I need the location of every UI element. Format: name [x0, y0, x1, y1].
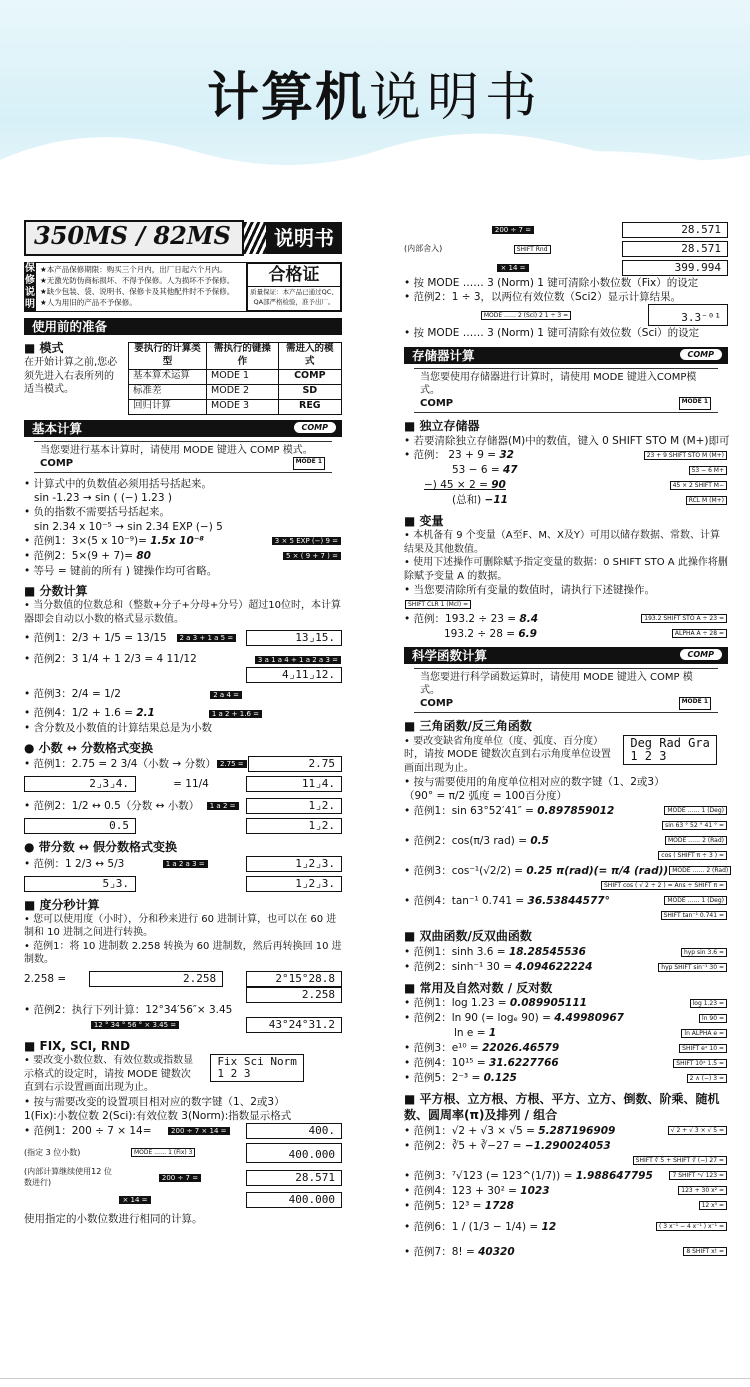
right-l4: • 范例4：10¹⁵ =	[404, 1057, 486, 1070]
left-dec: ● 小数 ↔ 分数格式变换	[24, 741, 154, 756]
right-ind_desc: • 若要清除独立存储器(M)中的数值，键入 0 SHIFT STO M (M+)即可	[404, 434, 730, 447]
right-p6k: ( 3 x⁻¹ − 4 x⁻¹ ) x⁻¹ =	[656, 1222, 727, 1231]
right-i1k: 23 + 9 SHIFT STO M (M+)	[644, 451, 727, 460]
slash-decoration	[244, 222, 266, 254]
right-l4k: SHIFT 10ˣ 1.5 =	[673, 1059, 727, 1068]
left-basic_note: 当您要进行基本计算时，请使用 MODE 键进入 COMP 模式。	[40, 445, 313, 456]
left-f5: • 含分数及小数值的计算结果总是为小数	[24, 722, 213, 735]
left-f3k: 2 a 4 =	[210, 691, 242, 699]
left-b3r: 1.5x 10⁻⁸	[150, 535, 204, 548]
left-mode_table-rows-0-1: MODE 1	[207, 369, 279, 384]
left-d1b: 2⌟3⌟4.	[24, 776, 136, 792]
right-l4r: 31.6227766	[488, 1057, 559, 1070]
right-l3: • 范例3：e¹⁰ =	[404, 1042, 479, 1055]
right-l2br: 1	[488, 1027, 497, 1040]
basic-note	[34, 441, 332, 473]
right-l2: • 范例2：ln 90 (= logₑ 90) =	[404, 1012, 551, 1025]
right-t3k: MODE …… 2 (Rad)	[669, 866, 731, 875]
right-trig_screen2: 1 2 3	[630, 748, 667, 763]
right-l3k: SHIFT eˣ 10 =	[679, 1044, 727, 1053]
right-var3k: SHIFT CLR 1 (Mcl) =	[405, 600, 471, 609]
right-l2r: 4.49980967	[554, 1012, 624, 1025]
right-sci_note: 当您要进行科学函数运算时，请使用 MODE 键进入 COMP 模式。	[420, 672, 693, 697]
left-dms1d2: 2°15°28.8	[246, 971, 342, 987]
scientific-note	[414, 668, 718, 713]
right-v1k: 193.2 SHIFT STO A ÷ 23 =	[641, 614, 727, 623]
right-r2k: SHIFT Rnd	[514, 245, 551, 254]
right-trig_screen1: Deg Rad Gra	[630, 735, 710, 750]
left-d1d: 2.75	[248, 756, 342, 772]
left-fx4d: 400.000	[246, 1192, 342, 1208]
section-before-use: 使用前的准备	[24, 318, 342, 335]
right-p5r: 1728	[484, 1199, 514, 1212]
mode-table	[128, 342, 342, 415]
memory-note	[414, 368, 718, 413]
right-p3r: 1.988647795	[575, 1169, 653, 1182]
section-scientific	[404, 647, 728, 664]
left-fx2d: 400.000	[246, 1143, 342, 1163]
right-i2: 53 − 6 =	[452, 464, 500, 477]
right-h1k: hyp sin 3.6 =	[681, 948, 727, 957]
right-r5d: 3.3⁻⁰¹	[648, 304, 728, 326]
left-f2k: 3 a 1 a 4 + 1 a 2 a 3 =	[255, 656, 341, 664]
left-warranty_lines-3: ★人为用旧的产品不予保修。	[40, 298, 137, 307]
right-i3: −) 45 × 2 =	[424, 479, 488, 492]
left-f4r: 2.1	[136, 707, 155, 720]
right-t1: • 范例1：sin 63°52′41″ =	[404, 804, 534, 817]
left-fx1d: 400.	[246, 1123, 342, 1139]
right-ind: ■ 独立存储器	[404, 418, 480, 433]
left-fix_screen1: Fix Sci Norm	[217, 1055, 297, 1069]
left-b2e: sin 2.34 x 10⁻⁵ → sin 2.34 EXP (−) 5	[34, 520, 223, 533]
right-l1r: 0.089905111	[509, 997, 587, 1010]
right-i1r: 32	[499, 449, 514, 462]
left-basic: 基本计算	[32, 421, 83, 436]
right-l2k: ln 90 =	[699, 1014, 727, 1023]
right-p7k: 8 SHIFT x! =	[683, 1247, 727, 1256]
left-mode_table-rows-0-0: 基本算术运算	[129, 369, 207, 384]
warranty-label: 保修说明	[25, 263, 35, 310]
right-r5k: MODE …… 2 (Sci) 2 1 ÷ 3 =	[481, 311, 571, 320]
left-mode_table-headers-0: 要执行的计算类型	[129, 343, 207, 370]
right-t3k2: SHIFT cos ( √ 2 ÷ 2 ) = Ans ÷ SHIFT π =	[601, 881, 727, 890]
right-var2: • 使用下述操作可删除赋予指定变量的数据：0 SHIFT STO A 此操作将删除赋予变量 A 的数据。	[404, 557, 728, 582]
right-l2b: ln e =	[454, 1027, 486, 1040]
left-mode_table-rows-1-1: MODE 2	[207, 384, 279, 399]
left-m1: • 范例：1 2/3 ↔ 5/3	[24, 857, 125, 870]
left-d2: • 范例2：1/2 ↔ 0.5（分数 ↔ 小数）	[24, 800, 200, 813]
left-mode_table-headers-2: 需进入的模式	[278, 343, 341, 370]
left-d2b: 0.5	[24, 818, 136, 834]
right-i3k: 45 × 2 SHIFT M−	[670, 481, 727, 490]
right-t1k2: sin 63 ° 52 ° 41 ° =	[662, 821, 727, 830]
right-var: ■ 变量	[404, 513, 444, 528]
left-d1k: 2.75 =	[217, 760, 247, 768]
left-fx3l: (内部计算继续使用12 位数进行)	[24, 1166, 112, 1187]
title-main: 计算机	[206, 68, 369, 128]
right-i4k: RCL M (M+)	[686, 496, 727, 505]
right-p5k: 12 x³ =	[699, 1201, 727, 1210]
left-d2d: 1⌟2.	[246, 798, 342, 814]
left-d1: • 范例1：2.75 = 2 3/4（小数 → 分数）	[24, 758, 216, 771]
right-r3k: × 14 =	[497, 264, 528, 272]
left-mode_h: ■ 模式	[24, 341, 64, 355]
right-i4r: −11	[484, 494, 508, 507]
left-m1e: 1⌟2⌟3.	[246, 876, 342, 892]
right-sci: 科学函数计算	[412, 648, 488, 664]
right-pow: ■ 平方根、立方根、方根、平方、立方、倒数、阶乘、随机数、圆周率(π)及排列 / 组合	[404, 1091, 720, 1122]
right-p4: • 范例4：123 + 30² =	[404, 1184, 517, 1197]
left-b4r: 80	[136, 550, 151, 563]
right-p7: • 范例7：8! =	[404, 1245, 475, 1258]
left-fx2l: (指定 3 位小数)	[24, 1147, 81, 1157]
left-b5: • 等号 = 键前的所有 ) 键操作均可省略。	[24, 564, 218, 577]
right-v2r: 6.9	[518, 627, 537, 640]
right-v1r: 8.4	[519, 612, 539, 625]
right-trig3: （90° = π/2 弧度 = 100百分度）	[404, 790, 567, 803]
left-frac: ■ 分数计算	[24, 583, 88, 598]
right-v1: • 范例：193.2 ÷ 23 =	[404, 612, 517, 625]
left-b1: • 计算式中的负数值必须用括号括起来。	[24, 478, 213, 490]
right-hyp: ■ 双曲函数/反双曲函数	[404, 929, 532, 944]
bottom-rule	[0, 1378, 750, 1379]
right-r5: • 范例2：1 ÷ 3，以两位有效位数（Sci2）显示计算结果。	[404, 291, 682, 304]
right-column	[404, 222, 728, 1259]
left-warranty_lines-1: ★无激光防伪商标损坏、不得予保修。人为损坏不予保修。	[40, 276, 235, 285]
left-basic_note2: COMP	[40, 458, 74, 469]
left-dms2d: 43°24°31.2	[246, 1017, 342, 1033]
left-dms1d3: 2.258	[246, 987, 342, 1003]
right-t2r: 0.5	[530, 834, 549, 847]
left-d2e: 1⌟2.	[246, 818, 342, 834]
right-p1k: √ 2 + √ 3 × √ 5 =	[668, 1126, 727, 1135]
left-b3: • 范例1：3×(5 x 10⁻⁹)=	[24, 535, 151, 548]
right-h2: • 范例2：sinh⁻¹ 30 =	[404, 961, 512, 974]
left-warranty_lines-2: ★缺少包装、袋、说明书、保修卡及其他配件时不予保修。	[40, 287, 235, 296]
right-sci_note2k: MODE 1	[679, 697, 711, 710]
section-basic	[24, 420, 342, 437]
left-fix2: • 按与需要改变的设置项目相对应的数字键（1、2或3）	[24, 1095, 285, 1108]
left-mode_table-rows-2-0: 回归计算	[129, 399, 207, 414]
right-p1: • 范例1：√2 + √3 × √5 =	[404, 1124, 535, 1137]
right-h1r: 18.28545536	[508, 946, 586, 959]
left-fx1k: 200 ÷ 7 × 14 =	[168, 1127, 229, 1135]
right-r1d: 28.571	[622, 222, 728, 238]
right-h2r: 4.094622224	[515, 961, 593, 974]
right-p1r: 5.287196909	[538, 1124, 616, 1137]
right-mem_note2: COMP	[420, 397, 454, 409]
left-fx5: 使用指定的小数位数进行相同的计算。	[24, 1212, 203, 1225]
left-f1d: 13⌟15.	[246, 630, 342, 646]
right-t4k2: SHIFT tan⁻¹ 0.741 =	[661, 911, 727, 920]
left-f1: • 范例1：2/3 + 1/5 = 13/15	[24, 631, 167, 644]
right-mem: 存储器计算	[412, 347, 475, 363]
right-l5k: 2 ∧ (−) 3 =	[687, 1074, 727, 1083]
left-f3: • 范例3：2/4 = 1/2	[24, 688, 121, 701]
right-t3: • 范例3：cos⁻¹(√2/2) =	[404, 864, 524, 877]
right-trig2: • 按与需要使用的角度单位相对应的数字键（1、2或3）	[404, 776, 665, 789]
left-fx3d: 28.571	[246, 1170, 342, 1186]
model-header	[24, 222, 342, 254]
left-fx3k: 200 ÷ 7 =	[159, 1174, 201, 1182]
left-d2k: 1 a 2 =	[207, 802, 239, 810]
right-i2k: 53 − 6 M+	[689, 466, 727, 475]
right-t2k: MODE …… 2 (Rad)	[665, 836, 727, 845]
right-h1: • 范例1：sinh 3.6 =	[404, 946, 506, 959]
left-basic_note2k: MODE 1	[293, 457, 325, 470]
left-mode_table-rows-0-2: COMP	[278, 369, 341, 384]
fix-screen	[210, 1054, 303, 1082]
left-dms_desc: • 您可以使用度（小时），分和秒来进行 60 进制计算，也可以在 60 进制和 10 进制之间进行转换。	[24, 913, 337, 939]
section-memory	[404, 347, 728, 364]
left-f1k: 2 a 3 + 1 a 5 =	[177, 634, 237, 642]
left-f2d: 4⌟11⌟12.	[246, 667, 342, 683]
left-dms1d: 2.258	[89, 971, 223, 987]
left-comp_tag: COMP	[680, 649, 723, 660]
left-mode_table-rows-2-2: REG	[278, 399, 341, 414]
left-m1b: 5⌟3.	[24, 876, 136, 892]
right-mem_note: 当您要使用存储器进行计算时，请使用 MODE 键进入COMP模式。	[420, 371, 697, 396]
right-p2r: −1.290024053	[524, 1139, 611, 1152]
left-b4k: 5 × ( 9 + 7 ) =	[283, 552, 341, 560]
right-v2k: ALPHA A ÷ 28 =	[672, 629, 727, 638]
right-i4: (总和)	[452, 494, 482, 507]
right-r4: • 按 MODE …… 3 (Norm) 1 键可清除小数位数（Fix）的设定	[404, 277, 699, 289]
right-l1k: log 1.23 =	[690, 999, 727, 1008]
left-fix_desc: • 要改变小数位数、有效位数或指数显示格式的设定时，请按 MODE 键数次直到右示设置画面出现为止。	[24, 1055, 194, 1094]
right-p3k: 7 SHIFT ˣ√ 123 =	[669, 1171, 727, 1180]
left-dms1: • 范例1：将 10 进制数 2.258 转换为 60 进制数，然后再转换回 10 进制数。	[24, 940, 342, 966]
left-fx4k: × 14 =	[119, 1196, 150, 1204]
left-m1d: 1⌟2⌟3.	[246, 856, 342, 872]
mode-section	[24, 340, 342, 414]
right-r1k: 200 ÷ 7 =	[492, 226, 534, 234]
left-b2: • 负的指数不需要括号括起来。	[24, 506, 171, 519]
left-dms1k: 2.258 =	[24, 972, 67, 985]
left-f4: • 范例4：1/2 + 1.6 =	[24, 707, 137, 720]
title-thin: 说明书	[369, 68, 544, 128]
right-var1: • 本机备有 9 个变量（A至F、M、X及Y）可用以储存数据、常数、计算结果及其他数值。	[404, 530, 720, 555]
right-p2: • 范例2：∛5 + ∛−27 =	[404, 1139, 522, 1152]
left-d1e: 11⌟4.	[246, 776, 342, 792]
left-column	[24, 222, 342, 1226]
right-r2l: (内部舍入)	[404, 243, 443, 253]
right-p5: • 范例5：12³ =	[404, 1199, 482, 1212]
left-mode_table-rows-2-1: MODE 3	[207, 399, 279, 414]
right-trig_desc: • 要改变缺省角度单位（度、弧度、百分度）时，请按 MODE 键数次直到右示角度单位设置画面出现为止。	[404, 735, 611, 774]
right-t1k: MODE …… 1 (Deg)	[664, 806, 727, 815]
left-mode_table-rows-1-0: 标准差	[129, 384, 207, 399]
right-i1: • 范例： 23 + 9 =	[404, 449, 497, 462]
right-p2k: SHIFT ∛ 5 + SHIFT ∛ (−) 27 =	[633, 1156, 727, 1165]
right-t2: • 范例2：cos(π/3 rad) =	[404, 834, 528, 847]
right-l2bk: ln ALPHA e =	[681, 1029, 727, 1038]
warranty-text	[36, 262, 246, 312]
page-title	[0, 55, 750, 130]
left-mode_table-headers-1: 需执行的键操作	[207, 343, 279, 370]
right-l3r: 22026.46579	[482, 1042, 560, 1055]
left-mix: ● 带分数 ↔ 假分数格式变换	[24, 840, 178, 855]
right-p4k: 123 + 30 x² =	[678, 1186, 727, 1195]
left-comp_tag: COMP	[294, 422, 337, 433]
right-p4r: 1023	[520, 1184, 550, 1197]
mode-description: 在开始计算之前,您必须先进入右表所列的适当模式。	[24, 357, 118, 396]
right-p6: • 范例6：1 / (1/3 − 1/4) =	[404, 1220, 539, 1233]
right-t1r: 0.897859012	[537, 804, 615, 817]
warranty-box	[24, 262, 342, 312]
left-d1c: = 11/4	[173, 778, 209, 791]
left-f4k: 1 a 2 + 1.6 =	[209, 710, 262, 718]
right-v2: 193.2 ÷ 28 =	[444, 627, 516, 640]
left-dms2: • 范例2：执行下列计算：12°34′56″× 3.45	[24, 1003, 233, 1016]
right-t3r: 0.25 π(rad)(= π/4 (rad))	[526, 864, 669, 877]
left-dms: ■ 度分秒计算	[24, 897, 100, 912]
right-h2k: hyp SHIFT sin⁻¹ 30 =	[658, 963, 727, 972]
left-mode_table-rows-1-2: SD	[278, 384, 341, 399]
right-l5r: 0.125	[483, 1072, 517, 1085]
right-l1: • 范例1：log 1.23 =	[404, 997, 507, 1010]
right-t4r: 36.53844577°	[527, 894, 610, 907]
right-p3: • 范例3：⁷√123 (= 123^(1/7)) =	[404, 1169, 573, 1182]
left-b3k: 3 × 5 EXP (−) 9 =	[272, 537, 341, 545]
manual-label: 说明书	[266, 222, 342, 254]
left-dms2k: 12 ° 34 ° 56 ° × 3.45 =	[91, 1021, 179, 1029]
angle-screen	[623, 735, 716, 765]
left-fx2k: MODE …… 1 (Fix) 3	[131, 1148, 196, 1157]
right-trig: ■ 三角函数/反三角函数	[404, 719, 532, 734]
right-t4: • 范例4：tan⁻¹ 0.741 =	[404, 894, 525, 907]
right-r3d: 399.994	[622, 260, 728, 276]
left-fix3: 1(Fix):小数位数 2(Sci):有效位数 3(Norm):指数显示格式	[24, 1109, 292, 1122]
left-fix_screen2: 1 2 3	[217, 1067, 251, 1081]
right-log: ■ 常用及自然对数 / 反对数	[404, 980, 553, 995]
right-var3: • 当您要清除所有变量的数值时，请执行下述键操作。	[404, 584, 656, 597]
left-f2: • 范例2：3 1/4 + 1 2/3 = 4 11/12	[24, 653, 197, 666]
model-name: 350MS / 82MS	[24, 220, 244, 256]
right-sci_note2: COMP	[420, 698, 454, 710]
left-m1k: 1 a 2 a 3 =	[163, 860, 208, 868]
right-i2r: 47	[503, 464, 518, 477]
right-t2k2: cos ( SHIFT π ÷ 3 ) =	[658, 851, 727, 860]
right-p6r: 12	[541, 1220, 557, 1233]
left-fx1: • 范例1：200 ÷ 7 × 14=	[24, 1124, 152, 1137]
left-comp_tag: COMP	[680, 349, 723, 360]
right-t4k: MODE …… 1 (Deg)	[664, 896, 727, 905]
left-warranty_lines-0: ★本产品保修期限：购买三个月内，出厂日起六个月内。	[40, 265, 227, 274]
right-p7r: 40320	[478, 1245, 515, 1258]
left-b4: • 范例2：5×(9 + 7)=	[24, 550, 137, 563]
left-fix: ■ FIX, SCI, RND	[24, 1038, 131, 1053]
right-r2d: 28.571	[622, 241, 728, 257]
right-l5: • 范例5：2⁻³ =	[404, 1072, 481, 1085]
left-b1e: sin -1.23 → sin ( (−) 1.23 )	[34, 492, 172, 505]
wave-decoration	[0, 120, 750, 210]
left-cert_title: 合格证	[248, 264, 340, 287]
right-i3r: 90	[491, 479, 506, 492]
right-r6: • 按 MODE …… 3 (Norm) 1 键可清除有效位数（Sci）的设定	[404, 327, 700, 340]
left-frac_desc: • 当分数值的位数总和（整数+分子+分母+分号）超过10位时，本计算器即会自动以小数的格式显示数值。	[24, 600, 341, 625]
right-mem_note2k: MODE 1	[679, 397, 711, 410]
certificate	[246, 262, 342, 312]
left-cert_sub: 质量保证：本产品已通过QC、QA部严格检验，准予出厂。	[250, 288, 338, 306]
